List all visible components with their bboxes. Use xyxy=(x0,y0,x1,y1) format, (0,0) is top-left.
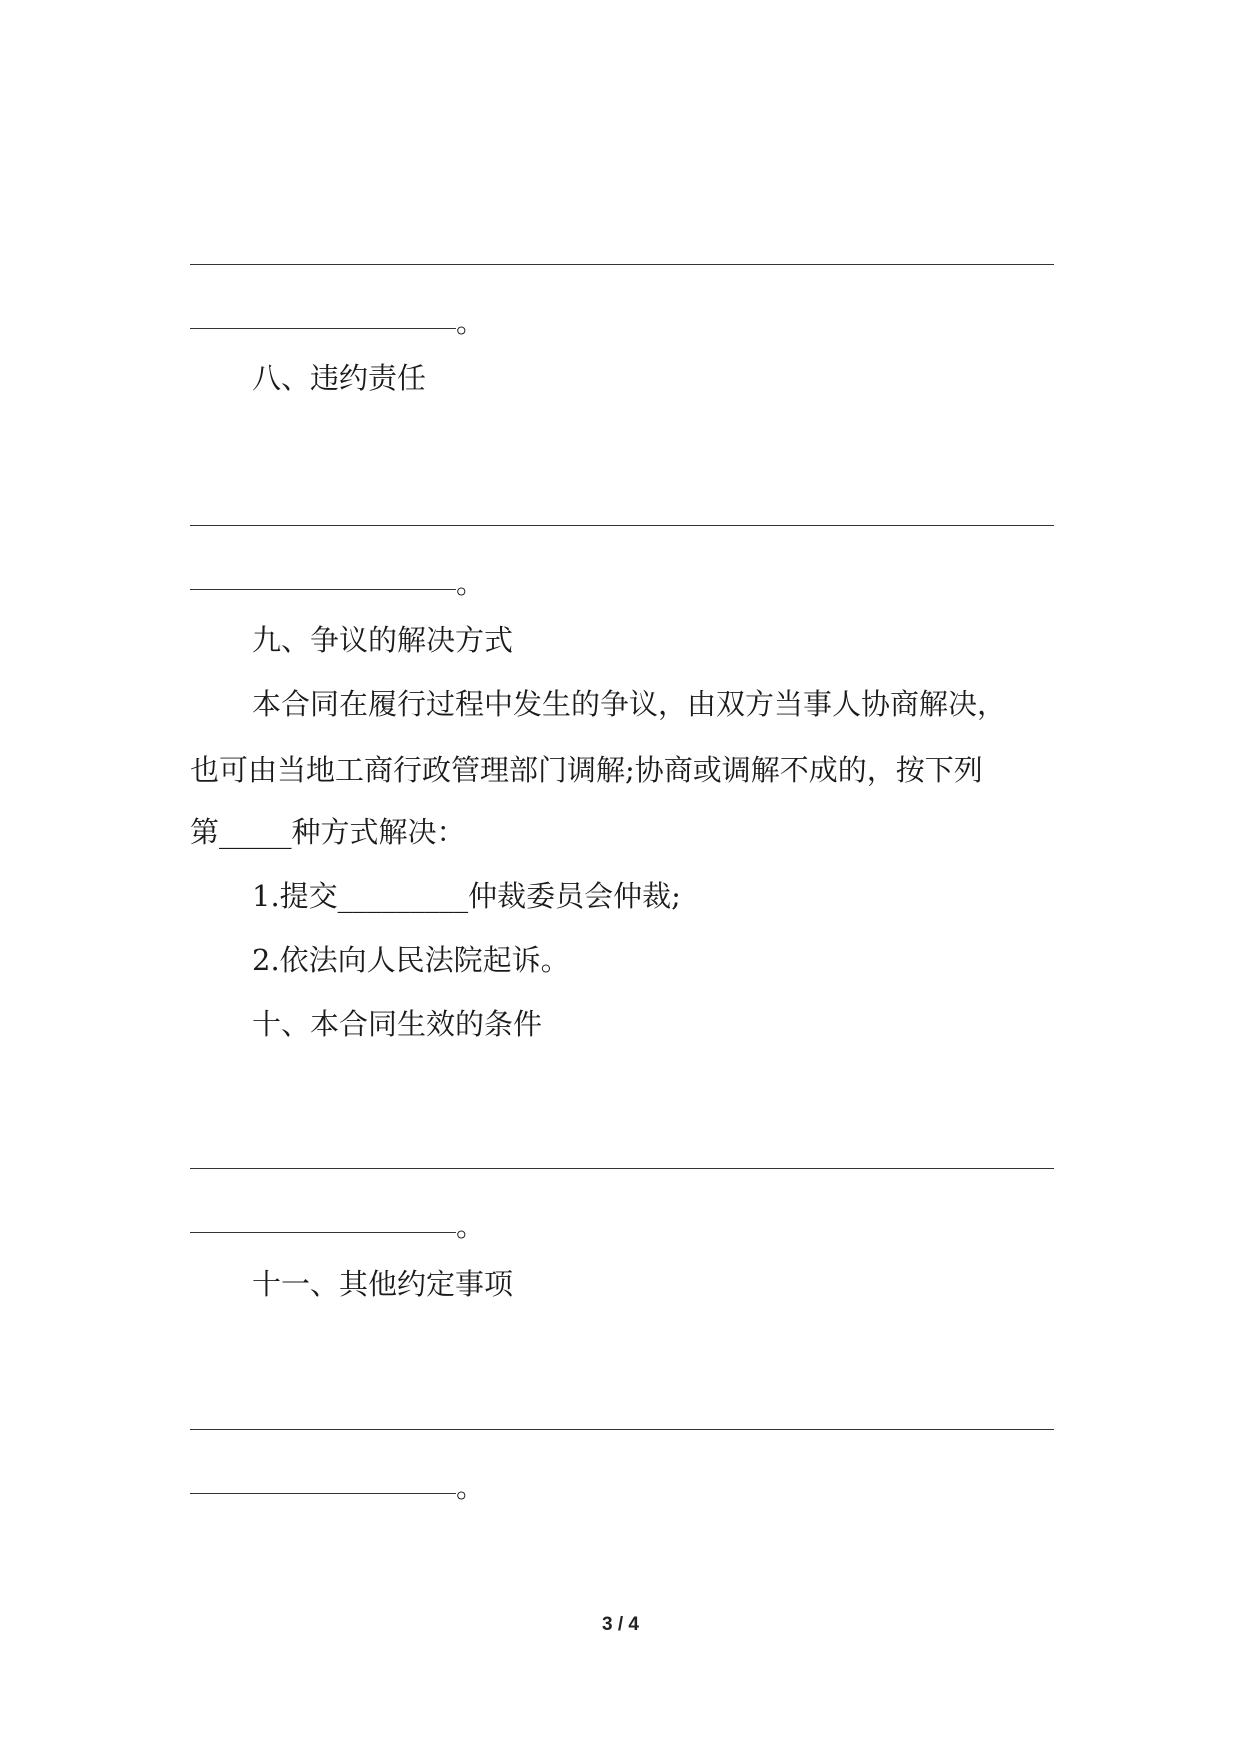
option-arbitration: 1.提交_________仲裁委员会仲裁; xyxy=(252,879,681,913)
fill-in-blank-line xyxy=(190,1429,1054,1430)
paragraph-line: 第_____种方式解决： xyxy=(190,815,466,849)
option-court: 2.依法向人民法院起诉。 xyxy=(252,943,570,977)
fill-in-end-mark: 。 xyxy=(456,566,486,600)
section-heading-dispute-resolution: 九、争议的解决方式 xyxy=(252,623,514,657)
fill-in-blank-line xyxy=(190,589,456,590)
fill-in-blank-line xyxy=(190,264,1054,265)
section-heading-breach-liability: 八、违约责任 xyxy=(252,361,427,395)
fill-in-blank-line xyxy=(190,1493,456,1494)
fill-in-end-mark: 。 xyxy=(456,305,486,339)
fill-in-end-mark: 。 xyxy=(456,1209,486,1243)
fill-in-blank-line xyxy=(190,328,456,329)
fill-in-end-mark: 。 xyxy=(456,1470,486,1504)
paragraph-line: 也可由当地工商行政管理部门调解;协商或调解不成的，按下列 xyxy=(190,753,983,787)
fill-in-blank-line xyxy=(190,1232,456,1233)
fill-in-blank-line xyxy=(190,525,1054,526)
fill-in-blank-line xyxy=(190,1168,1054,1169)
section-heading-other-matters: 十一、其他约定事项 xyxy=(252,1267,514,1301)
paragraph-line: 本合同在履行过程中发生的争议，由双方当事人协商解决， xyxy=(252,687,1007,721)
page-number: 3 / 4 xyxy=(602,1614,639,1635)
section-heading-effective-conditions: 十、本合同生效的条件 xyxy=(252,1007,543,1041)
